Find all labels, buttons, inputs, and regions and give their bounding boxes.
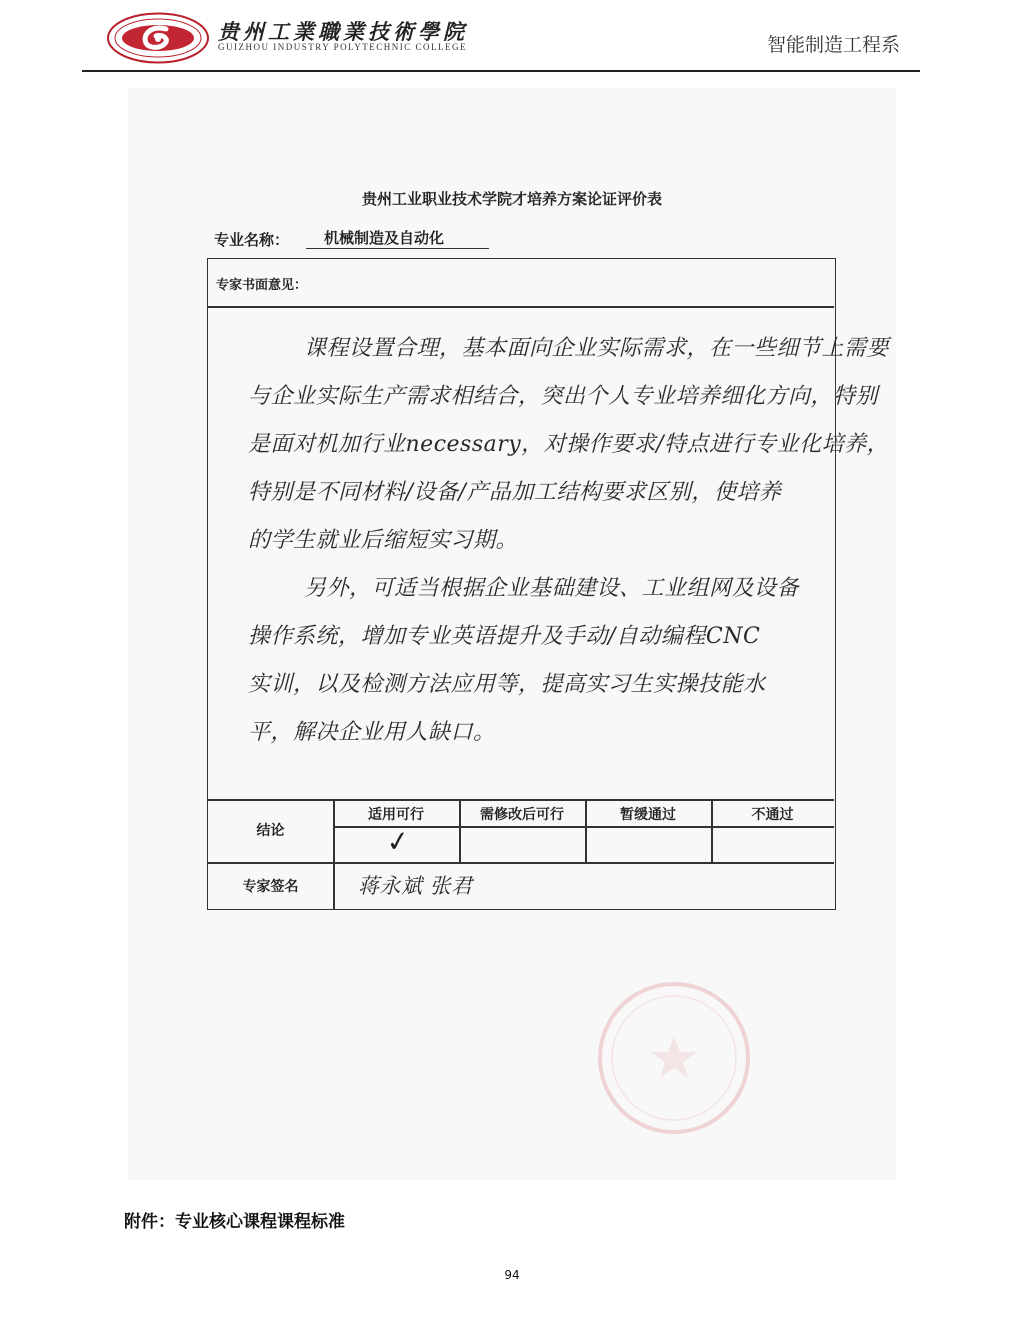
handwriting-line: 平，解决企业用人缺口。 bbox=[248, 720, 496, 745]
form-title: 贵州工业职业技术学院才培养方案论证评价表 bbox=[361, 190, 662, 208]
option-postpone: 暂缓通过 bbox=[620, 807, 676, 823]
handwriting-line: 的学生就业后缩短实习期。 bbox=[248, 528, 519, 553]
page-number: 94 bbox=[504, 1268, 520, 1282]
page-header bbox=[0, 0, 1024, 72]
school-name-en: GUIZHOU INDUSTRY POLYTECHNIC COLLEGE bbox=[218, 42, 468, 52]
conclusion-label: 结论 bbox=[256, 823, 285, 839]
opinion-label: 专家书面意见： bbox=[216, 278, 308, 293]
signature-label: 专家签名 bbox=[242, 879, 299, 895]
handwriting-line: 实训，以及检测方法应用等，提高实习生实操技能水 bbox=[248, 672, 766, 697]
expert-signatures: 蒋永斌 张君 bbox=[358, 874, 473, 898]
scanned-evaluation-form bbox=[128, 88, 896, 1180]
handwriting-line: 与企业实际生产需求相结合，突出个人专业培养细化方向，特别 bbox=[248, 384, 879, 409]
handwritten-opinion bbox=[248, 325, 890, 757]
school-name-cn: 贵州工業職業技術學院 bbox=[218, 19, 468, 44]
option-reject: 不通过 bbox=[751, 807, 794, 823]
department-name: 智能制造工程系 bbox=[766, 34, 900, 56]
evaluation-table bbox=[207, 258, 890, 910]
major-value: 机械制造及自动化 bbox=[306, 227, 489, 249]
handwriting-line: 另外，可适当根据企业基础建设、工业组网及设备 bbox=[304, 576, 800, 601]
option-applicable: 适用可行 bbox=[368, 807, 424, 823]
handwriting-line: 特别是不同材料/设备/产品加工结构要求区别，使培养 bbox=[248, 480, 782, 505]
table-divider bbox=[208, 306, 834, 308]
header-divider bbox=[82, 70, 920, 72]
official-stamp-icon bbox=[596, 980, 752, 1136]
attachment-note: 附件：专业核心课程课程标准 bbox=[124, 1212, 345, 1232]
option-revise: 需修改后可行 bbox=[480, 807, 564, 823]
handwriting-line: 课程设置合理，基本面向企业实际需求，在一些细节上需要 bbox=[304, 336, 890, 361]
table-divider bbox=[208, 799, 834, 801]
checkmark-icon: ✓ bbox=[384, 823, 412, 860]
table-divider bbox=[208, 862, 834, 864]
handwriting-line: 是面对机加行业necessary，对操作要求/特点进行专业化培养， bbox=[248, 432, 890, 457]
major-label: 专业名称： bbox=[214, 231, 290, 249]
college-seal-logo-icon bbox=[106, 12, 210, 64]
handwriting-line: 操作系统，增加专业英语提升及手动/自动编程CNC bbox=[248, 624, 761, 649]
